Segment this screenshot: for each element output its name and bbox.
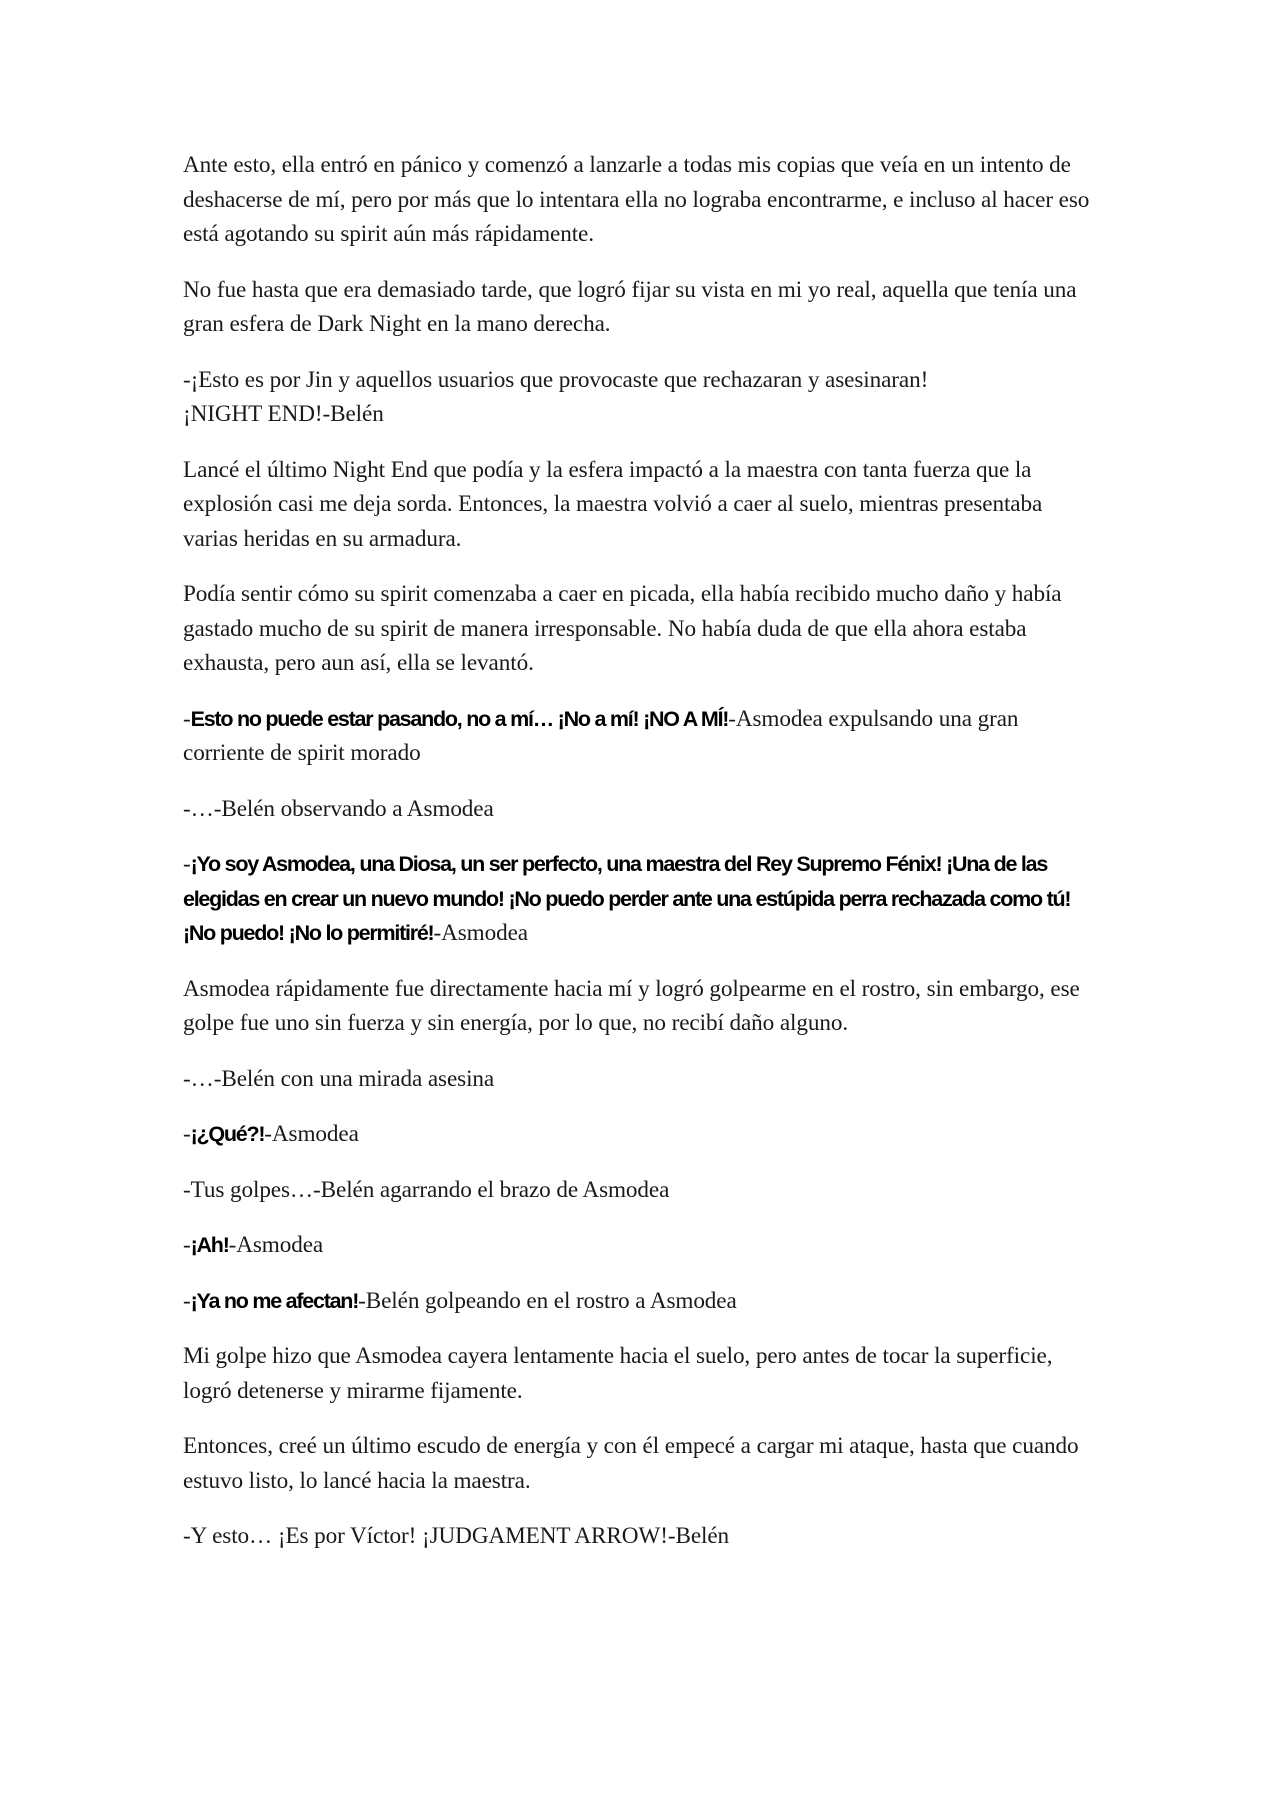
dialogue-line: ¡NIGHT END!-Belén [183,401,384,427]
dialogue-dash: - [183,1287,191,1314]
shouted-text: ¡Ah! [190,1233,229,1257]
dialogue-line: -Tus golpes…-Belén agarrando el brazo de Asmodea [183,1176,670,1203]
paragraph-falling: Mi golpe hizo que Asmodea cayera lentamente hacia el suelo, pero antes de tocar la superficie, logró detenerse y mirarme fijamente. [183,1343,1053,1404]
dialogue-asmodea-que [183,1117,1095,1152]
paragraph-impact: Lancé el último Night End que podía y la esfera impactó a la maestra con tanta fuerza que la explosión casi me deja sorda. Entonces, la maestra volvió a caer al suelo, mientras presentaba varias heridas en su armadura. [183,456,1043,552]
dialogue-line: -¡Esto es por Jin y aquellos usuarios que provocaste que rechazaran y asesinaran! [183,366,929,393]
dialogue-dash: - [183,851,191,877]
shouted-text: ¡¿Qué?! [190,1122,265,1146]
dialogue-asmodea-ah [183,1228,1095,1263]
paragraph-real-self: No fue hasta que era demasiado tarde, que logró fijar su vista en mi yo real, aquella que tenía una gran esfera de Dark Night en la mano derecha. [183,276,1077,337]
dialogue-attribution: -Asmodea [264,1121,359,1147]
dialogue-belen-grab [183,1173,1095,1208]
document-page [183,148,1095,1575]
paragraph-shield: Entonces, creé un último escudo de energía y con él empecé a cargar mi ataque, hasta que cuando estuvo listo, lo lancé hacia la maestra. [183,1433,1079,1494]
dialogue-line: -…-Belén con una mirada asesina [183,1065,495,1092]
shouted-text: ¡Ya no me afectan! [190,1288,359,1313]
dialogue-dash: - [183,705,191,732]
paragraph-panic: Ante esto, ella entró en pánico y comenzó a lanzarle a todas mis copias que veía en un intento de deshacerse de mí, pero por más que lo intentara ella no lograba encontrarme, e incluso al hacer eso está agotando su spirit aún más rápidamente. [183,152,1090,247]
dialogue-belen-observing [183,792,1095,827]
dialogue-judgament-arrow [183,1519,1095,1554]
dialogue-attribution: -Asmodea [433,920,528,946]
paragraph-spirit-falling: Podía sentir cómo su spirit comenzaba a caer en picada, ella había recibido mucho daño y había gastado mucho de su spirit de manera irresponsable. No había duda de que ella ahora estaba exhausta, pero aun así, ella se levantó. [183,581,1062,676]
dialogue-asmodea-denial [183,702,1095,771]
dialogue-line: -Y esto… ¡Es por Víctor! ¡JUDGAMENT ARROW!-Belén [183,1523,730,1549]
dialogue-dash: - [183,1232,191,1258]
dialogue-line: -…-Belén observando a Asmodea [183,795,494,822]
dialogue-asmodea-rant [183,847,1095,951]
dialogue-night-end [183,363,1095,432]
dialogue-attribution: -Belén golpeando en el rostro a Asmodea [358,1287,737,1314]
dialogue-dash: - [183,1121,191,1147]
dialogue-belen-glare [183,1062,1095,1097]
paragraph-weak-punch: Asmodea rápidamente fue directamente hacia mí y logró golpearme en el rostro, sin embargo, ese golpe fue uno sin fuerza y sin energía, por lo que, no recibí daño alguno. [183,975,1080,1036]
dialogue-attribution: -Asmodea expulsando una gran corriente de spirit morado [183,705,1019,766]
shouted-text: ¡Yo soy Asmodea, una Diosa, un ser perfecto, una maestra del Rey Supremo Fénix! ¡Una de las elegidas en crear un nuevo mundo! ¡No puedo perder ante una estúpida perra rechazada como tú! ¡No puedo! ¡No lo permitiré! [183,852,1071,945]
dialogue-attribution: -Asmodea [228,1232,324,1258]
dialogue-belen-strike [183,1284,1095,1319]
shouted-text: Esto no puede estar pasando, no a mí… ¡No a mí! ¡NO A MÍ! [190,706,729,731]
